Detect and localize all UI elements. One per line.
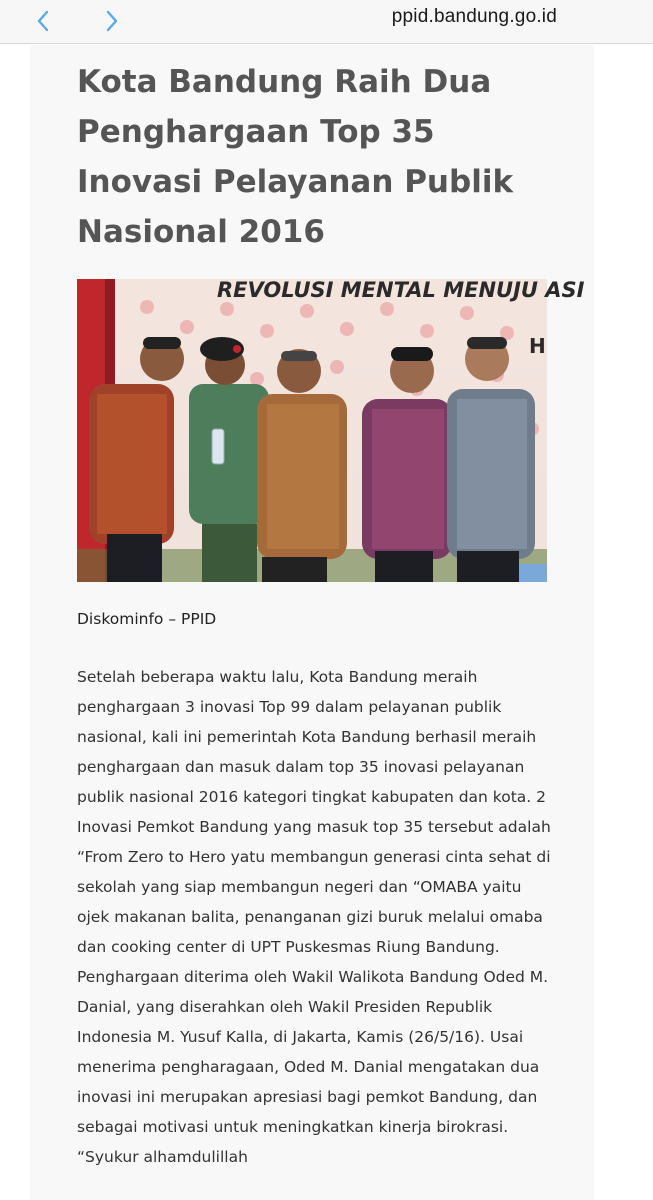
browser-toolbar bbox=[0, 0, 653, 44]
forward-button[interactable] bbox=[97, 6, 127, 36]
chevron-right-icon bbox=[104, 9, 120, 33]
article-photo bbox=[77, 278, 585, 582]
chevron-left-icon bbox=[35, 9, 51, 33]
article-body: Setelah beberapa waktu lalu, Kota Bandung meraih penghargaan 3 inovasi Top 99 dalam pelayanan publik nasional, kali ini pemerintah Kota Bandung berhasil meraih penghargaan dan masuk dalam top 35 inovasi pelayanan publik nasional 2016 kategori tingkat kabupaten dan kota. 2 Inovasi Pemkot Bandung yang masuk top 35 tersebut adalah “From Zero to Hero yatu membangun generasi cinta sehat di sekolah yang siap membangun negeri dan “OMABA yaitu ojek makanan balita, penanganan gizi buruk melalui omaba dan cooking center di UPT Puskesmas Riung Bandung. Penghargaan diterima oleh Wakil Walikota Bandung Oded M. Danial, yang diserahkan oleh Wakil Presiden Republik Indonesia M. Yusuf Kalla, di Jakarta, Kamis (26/5/16). Usai menerima pengharagaan, Oded M. Danial mengatakan dua inovasi ini merupakan apresiasi bagi pemkot Bandung, dan sebagai motivasi untuk meningkatkan kinerja birokrasi. “Syukur alhamdulillah bbox=[77, 668, 551, 1166]
photo-banner-text: REVOLUSI MENTAL MENUJU ASI bbox=[217, 278, 585, 302]
back-button[interactable] bbox=[28, 6, 58, 36]
address-bar-url[interactable]: ppid.bandung.go.id bbox=[391, 6, 557, 27]
photo-banner-text-2: H bbox=[529, 334, 546, 358]
article-container bbox=[30, 45, 594, 1200]
photo-caption: Diskominfo – PPID bbox=[77, 610, 217, 628]
article-title: Kota Bandung Raih Dua Penghargaan Top 35 Inovasi Pelayanan Publik Nasional 2016 bbox=[77, 64, 514, 250]
